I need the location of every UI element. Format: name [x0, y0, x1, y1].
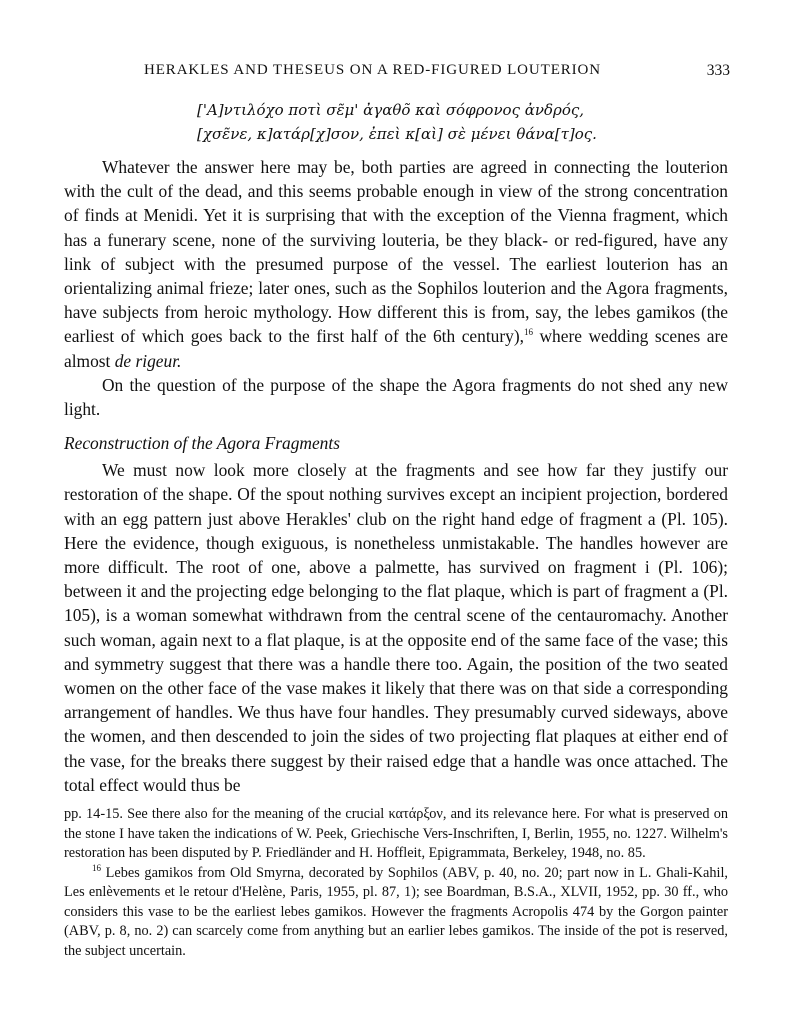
- epigram-line-2: [χσε̃νε, κ]ατάρ[χ]σον, ἐπεὶ κ[αὶ] σὲ μένει θάνα[τ]ος.: [197, 125, 597, 143]
- paragraph-1-tail: where wedding scenes are almost: [64, 326, 728, 371]
- paragraph-1-italic: de rigeur.: [114, 350, 182, 371]
- section-heading: Reconstruction of the Agora Fragments: [64, 433, 340, 454]
- greek-epigram: [197, 98, 617, 146]
- page-header: [102, 62, 730, 84]
- paragraph-1: [64, 155, 728, 373]
- running-title: HERAKLES AND THESEUS ON A RED-FIGURED LOUTERION: [144, 62, 602, 78]
- paragraph-2: On the question of the purpose of the shape the Agora fragments do not shed any new light.: [64, 374, 728, 420]
- footnote-16-text: Lebes gamikos from Old Smyrna, decorated by Sophilos (ABV, p. 40, no. 20; part now in L. Ghali-Kahil, Les enlèvements et le retour d'Helène, Paris, 1955, pl. 87, 1); see Boardman, B.S.A., XLVII, 1952, pp. 30 ff., who considers this vase to be the earliest lebes gamikos. However the fragments Acropolis 474 by the Gorgon painter (ABV, p. 8, no. 2) can scarcely come from anything but an earlier lebes gamikos. The inside of the pot is reserved, the subject uncertain.: [64, 864, 728, 959]
- paragraph-3: We must now look more closely at the fragments and see how far they justify our restoration of the shape. Of the spout nothing survives except an incipient projection, bordered with an egg pattern just above Herakles' club on the right hand edge of fragment a (Pl. 105). Here the evidence, though exiguous, is nonetheless unmistakable. The handles however are more difficult. The root of one, above a palmette, has survived on fragment i (Pl. 106); between it and the projecting edge belonging to the flat plaque, which is part of fragment a (Pl. 105), is a woman somewhat withdrawn from the central scene of the centauromachy. Another such woman, again next to a flat plaque, is at the opposite end of the same face of the vase; this and symmetry suggest that there was a handle there too. Again, the position of the two seated women on the other face of the vase makes it likely that there was on that side a corresponding arrangement of handles. We thus have four handles. They presumably curved sideways, above the women, and then descended to join the sides of two projecting flat plaques at either end of the vase, for the breaks there suggest by their raised edge that a handle was once attached. The total effect would thus be: [64, 460, 728, 795]
- footnote-ref-16[interactable]: 16: [524, 327, 533, 338]
- footnote-16: [64, 864, 728, 962]
- body-text: [64, 155, 728, 797]
- paragraph-1-text: Whatever the answer here may be, both parties are agreed in connecting the louterion with the cult of the dead, and this seems probable enough in view of the strong concentration of finds at Menidi. Yet it is surprising that with the exception of the Vienna fragment, which has a funerary scene, none of the surviving louteria, be they black- or red-figured, have any link of subject with the presumed purpose of the vessel. The earliest louterion has an orientalizing animal frieze; later ones, such as the Sophilos louterion and the Agora fragments, have subjects from heroic mythology. How different this is from, say, the lebes gamikos (the earliest of which goes back to the first half of the 6th century),: [64, 157, 728, 347]
- footnotes: [64, 805, 728, 961]
- footnote-continued: pp. 14-15. See there also for the meaning of the crucial κατάρξον, and its relevance here. For what is preserved on the stone I have taken the indications of W. Peek, Griechische Vers-Inschriften, I, Berlin, 1955, no. 1227. Wilhelm's restoration has been disputed by P. Friedländer and H. Hoffleit, Epigrammata, Berkeley, 1948, no. 85.: [64, 806, 728, 861]
- epigram-line-1: ['Α]ντιλόχο ποτὶ σε̃μ' ἀγαθõ καὶ σóφρονος ἀνδρóς,: [197, 101, 585, 119]
- footnote-16-number: 16: [92, 862, 101, 873]
- page-number: 333: [706, 62, 730, 79]
